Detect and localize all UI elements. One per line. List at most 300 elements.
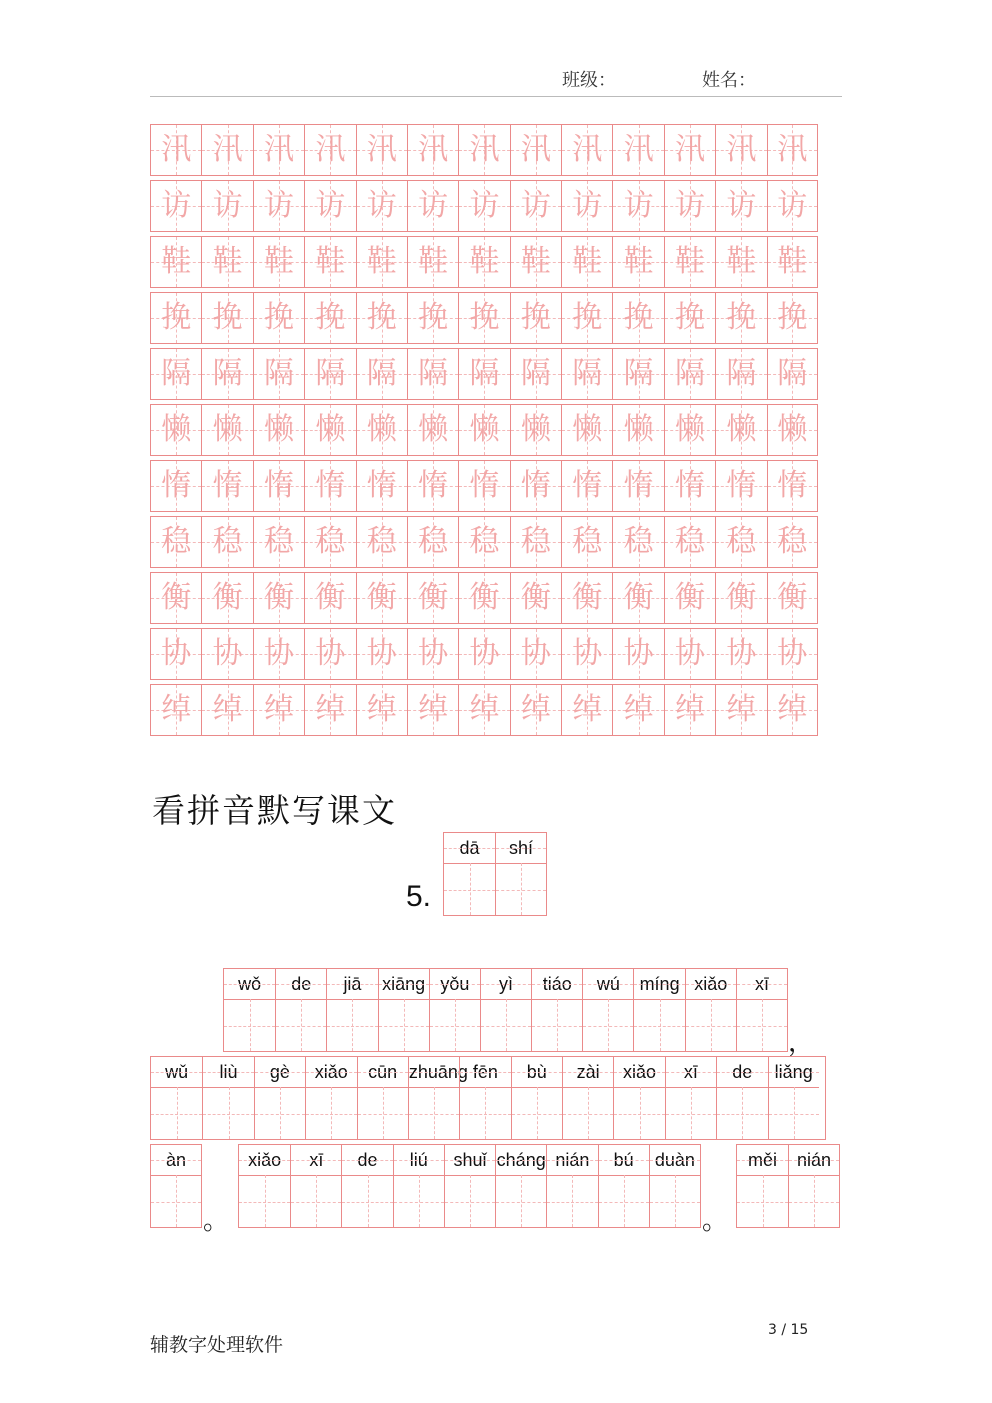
pinyin-label: tiáo (532, 969, 582, 1000)
trace-character: 绰 (777, 692, 808, 727)
practice-cell[interactable] (458, 628, 509, 680)
guide-line (291, 1160, 341, 1161)
line-3-box[interactable] (150, 1144, 202, 1228)
practice-cell[interactable] (715, 572, 766, 624)
practice-cell[interactable] (150, 292, 201, 344)
footer-software-name: 辅教字处理软件 (150, 1334, 284, 1356)
trace-character: 懒 (777, 412, 808, 447)
trace-character: 稳 (263, 524, 294, 559)
guide-line (445, 1160, 495, 1161)
practice-cell[interactable] (458, 572, 509, 624)
practice-cell[interactable] (304, 572, 355, 624)
practice-cell[interactable] (510, 348, 561, 400)
practice-cell[interactable] (407, 684, 458, 736)
trace-character: 稳 (572, 524, 603, 559)
practice-cell[interactable] (356, 180, 407, 232)
guide-line (532, 984, 582, 985)
practice-cell[interactable] (356, 516, 407, 568)
practice-cell[interactable] (561, 404, 612, 456)
practice-cell[interactable] (356, 292, 407, 344)
pinyin-label: měi (737, 1145, 788, 1176)
trace-character: 绰 (726, 692, 757, 727)
guide-line (789, 1160, 839, 1161)
practice-cell[interactable] (561, 628, 612, 680)
practice-cell[interactable] (253, 404, 304, 456)
practice-cell[interactable] (201, 124, 252, 176)
practice-cell[interactable] (561, 292, 612, 344)
guide-line (521, 863, 522, 915)
guide-line (717, 1072, 767, 1073)
practice-cell[interactable] (510, 124, 561, 176)
practice-cell[interactable] (767, 572, 818, 624)
pinyin-cell[interactable] (239, 1145, 290, 1227)
trace-character: 稳 (726, 524, 757, 559)
trace-character: 稳 (315, 524, 346, 559)
practice-cell[interactable] (767, 460, 818, 512)
guide-line (342, 1160, 392, 1161)
pinyin-cell[interactable] (736, 969, 787, 1051)
practice-cell[interactable] (253, 124, 304, 176)
guide-line (470, 863, 471, 915)
guide-line (737, 984, 787, 985)
pinyin-label: shuǐ (445, 1145, 495, 1176)
practice-cell[interactable] (612, 348, 663, 400)
trace-character: 稳 (777, 524, 808, 559)
practice-cell[interactable] (767, 180, 818, 232)
trace-character: 协 (315, 636, 346, 671)
pinyin-cell[interactable] (429, 969, 480, 1051)
practice-cell[interactable] (304, 460, 355, 512)
guide-line (280, 1087, 281, 1139)
trace-character: 访 (726, 188, 757, 223)
trace-character: 协 (726, 636, 757, 671)
practice-cell[interactable] (510, 180, 561, 232)
trace-character: 鞋 (520, 244, 551, 279)
trace-character: 绰 (366, 692, 397, 727)
practice-cell[interactable] (715, 348, 766, 400)
practice-cell[interactable] (510, 236, 561, 288)
guide-line (176, 1175, 177, 1227)
pinyin-label: dā (444, 833, 495, 864)
practice-cell[interactable] (407, 180, 458, 232)
practice-cell[interactable] (458, 460, 509, 512)
practice-cell[interactable] (150, 460, 201, 512)
guide-line (660, 999, 661, 1051)
trace-character: 衡 (520, 580, 551, 615)
guide-line (485, 1087, 486, 1139)
practice-cell[interactable] (356, 572, 407, 624)
pinyin-cell[interactable] (305, 1057, 356, 1139)
practice-cell[interactable] (304, 684, 355, 736)
pinyin-cell[interactable] (275, 969, 326, 1051)
pinyin-cell[interactable] (151, 1057, 202, 1139)
practice-cell[interactable] (356, 236, 407, 288)
guide-line (460, 1072, 510, 1073)
practice-cell[interactable] (561, 348, 612, 400)
pinyin-label: xiāng (379, 969, 429, 1000)
practice-cell[interactable] (715, 628, 766, 680)
pinyin-cell[interactable] (378, 969, 429, 1051)
practice-cell[interactable] (356, 404, 407, 456)
practice-row (150, 348, 818, 400)
practice-cell[interactable] (510, 292, 561, 344)
practice-cell[interactable] (201, 684, 252, 736)
trace-character: 衡 (572, 580, 603, 615)
guide-line (434, 1087, 435, 1139)
trace-character: 惰 (469, 468, 500, 503)
practice-cell[interactable] (715, 516, 766, 568)
pinyin-label: xī (666, 1057, 716, 1088)
practice-cell[interactable] (201, 572, 252, 624)
pinyin-label: xī (737, 969, 787, 1000)
pinyin-label: de (276, 969, 326, 1000)
pinyin-cell[interactable] (582, 969, 633, 1051)
line-1-box[interactable] (223, 968, 788, 1052)
practice-cell[interactable] (767, 404, 818, 456)
trace-character: 鞋 (212, 244, 243, 279)
trace-character: 绰 (623, 692, 654, 727)
practice-cell[interactable] (150, 236, 201, 288)
practice-cell[interactable] (458, 236, 509, 288)
pinyin-cell[interactable] (665, 1057, 716, 1139)
pinyin-cell[interactable] (444, 1145, 495, 1227)
pinyin-label: shí (496, 833, 546, 864)
practice-cell[interactable] (201, 292, 252, 344)
practice-cell[interactable] (150, 180, 201, 232)
pinyin-cell[interactable] (562, 1057, 613, 1139)
practice-cell[interactable] (510, 628, 561, 680)
practice-cell[interactable] (407, 124, 458, 176)
practice-cell[interactable] (356, 460, 407, 512)
pinyin-cell[interactable] (613, 1057, 664, 1139)
trace-character: 稳 (623, 524, 654, 559)
trace-character: 隔 (366, 356, 397, 391)
pinyin-cell[interactable] (685, 969, 736, 1051)
trace-character: 协 (777, 636, 808, 671)
guide-line (404, 999, 405, 1051)
trace-character: 访 (315, 188, 346, 223)
practice-cell[interactable] (150, 348, 201, 400)
pinyin-cell[interactable] (531, 969, 582, 1051)
practice-cell[interactable] (561, 180, 612, 232)
trace-character: 隔 (674, 356, 705, 391)
trace-character: 鞋 (674, 244, 705, 279)
trace-character: 挽 (315, 300, 346, 335)
practice-cell[interactable] (201, 404, 252, 456)
guide-line (537, 1087, 538, 1139)
pinyin-cell[interactable] (495, 1145, 546, 1227)
line-4-box[interactable] (238, 1144, 701, 1228)
pinyin-cell[interactable] (598, 1145, 649, 1227)
practice-cell[interactable] (561, 124, 612, 176)
trace-character: 挽 (726, 300, 757, 335)
guide-line (496, 1160, 546, 1161)
practice-cell[interactable] (304, 292, 355, 344)
practice-cell[interactable] (253, 236, 304, 288)
practice-cell[interactable] (715, 124, 766, 176)
trace-character: 协 (212, 636, 243, 671)
practice-cell[interactable] (612, 460, 663, 512)
practice-cell[interactable] (664, 124, 715, 176)
trace-character: 衡 (469, 580, 500, 615)
practice-cell[interactable] (612, 516, 663, 568)
practice-cell[interactable] (767, 348, 818, 400)
practice-cell[interactable] (458, 180, 509, 232)
practice-cell[interactable] (561, 236, 612, 288)
practice-cell[interactable] (150, 628, 201, 680)
guide-line (506, 999, 507, 1051)
practice-cell[interactable] (304, 180, 355, 232)
pinyin-cell[interactable] (768, 1057, 819, 1139)
pinyin-cell[interactable] (254, 1057, 305, 1139)
pinyin-label: de (342, 1145, 392, 1176)
pinyin-cell[interactable] (737, 1145, 788, 1227)
practice-cell[interactable] (304, 348, 355, 400)
practice-cell[interactable] (612, 292, 663, 344)
practice-cell[interactable] (664, 404, 715, 456)
practice-cell[interactable] (407, 292, 458, 344)
line-4-punct: 。 (702, 1206, 729, 1236)
practice-cell[interactable] (767, 628, 818, 680)
practice-cell[interactable] (612, 124, 663, 176)
trace-character: 懒 (469, 412, 500, 447)
practice-cell[interactable] (253, 180, 304, 232)
guide-line (352, 999, 353, 1051)
pinyin-cell[interactable] (326, 969, 377, 1051)
pinyin-cell[interactable] (224, 969, 275, 1051)
practice-cell[interactable] (253, 292, 304, 344)
trace-character: 隔 (418, 356, 449, 391)
guide-line (481, 984, 531, 985)
practice-cell[interactable] (150, 404, 201, 456)
pinyin-cell[interactable] (511, 1057, 562, 1139)
practice-cell[interactable] (458, 124, 509, 176)
pinyin-label: bú (599, 1145, 649, 1176)
trace-character: 挽 (418, 300, 449, 335)
practice-cell[interactable] (407, 404, 458, 456)
practice-cell[interactable] (201, 516, 252, 568)
pinyin-cell[interactable] (151, 1145, 201, 1227)
practice-cell[interactable] (561, 460, 612, 512)
practice-cell[interactable] (612, 180, 663, 232)
practice-cell[interactable] (407, 572, 458, 624)
practice-cell[interactable] (458, 404, 509, 456)
practice-cell[interactable] (407, 516, 458, 568)
trace-character: 懒 (366, 412, 397, 447)
trace-character: 惰 (315, 468, 346, 503)
practice-cell[interactable] (767, 236, 818, 288)
trace-character: 汛 (161, 132, 192, 167)
trace-character: 隔 (572, 356, 603, 391)
practice-cell[interactable] (356, 684, 407, 736)
guide-line (203, 1072, 253, 1073)
practice-cell[interactable] (253, 684, 304, 736)
practice-cell[interactable] (407, 460, 458, 512)
guide-line (512, 1072, 562, 1073)
guide-line (521, 1175, 522, 1227)
practice-cell[interactable] (510, 572, 561, 624)
practice-cell[interactable] (664, 460, 715, 512)
practice-cell[interactable] (201, 236, 252, 288)
practice-cell[interactable] (561, 572, 612, 624)
practice-cell[interactable] (304, 236, 355, 288)
pinyin-cell[interactable] (393, 1145, 444, 1227)
practice-cell[interactable] (767, 292, 818, 344)
practice-cell[interactable] (458, 292, 509, 344)
trace-character: 鞋 (469, 244, 500, 279)
practice-cell[interactable] (715, 180, 766, 232)
pinyin-cell[interactable] (408, 1057, 468, 1139)
pinyin-cell[interactable] (788, 1145, 839, 1227)
practice-cell[interactable] (201, 180, 252, 232)
pinyin-label: xiǎo (306, 1057, 356, 1088)
line-5-box[interactable] (736, 1144, 840, 1228)
practice-cell[interactable] (304, 516, 355, 568)
guide-line (379, 984, 429, 985)
practice-cell[interactable] (150, 572, 201, 624)
trace-character: 汛 (623, 132, 654, 167)
practice-cell[interactable] (715, 292, 766, 344)
practice-cell[interactable] (510, 516, 561, 568)
practice-cell[interactable] (561, 516, 612, 568)
practice-cell[interactable] (407, 628, 458, 680)
practice-cell[interactable] (767, 124, 818, 176)
trace-character: 隔 (726, 356, 757, 391)
pinyin-label: àn (151, 1145, 201, 1176)
trace-character: 惰 (418, 468, 449, 503)
trace-character: 挽 (161, 300, 192, 335)
practice-cell[interactable] (664, 236, 715, 288)
practice-cell[interactable] (304, 124, 355, 176)
practice-cell[interactable] (715, 236, 766, 288)
practice-cell[interactable] (715, 684, 766, 736)
trace-character: 访 (623, 188, 654, 223)
practice-cell[interactable] (510, 460, 561, 512)
practice-cell[interactable] (253, 516, 304, 568)
pinyin-cell[interactable] (649, 1145, 700, 1227)
guide-line (588, 1087, 589, 1139)
practice-cell[interactable] (150, 124, 201, 176)
practice-cell[interactable] (356, 124, 407, 176)
pinyin-cell[interactable] (341, 1145, 392, 1227)
practice-cell[interactable] (612, 628, 663, 680)
guide-line (737, 1160, 788, 1161)
line-2-box[interactable] (150, 1056, 826, 1140)
trace-character: 挽 (572, 300, 603, 335)
practice-cell[interactable] (304, 404, 355, 456)
pinyin-cell[interactable] (546, 1145, 597, 1227)
trace-character: 挽 (520, 300, 551, 335)
practice-cell[interactable] (612, 404, 663, 456)
guide-line (563, 1072, 613, 1073)
practice-cell[interactable] (767, 516, 818, 568)
pinyin-cell[interactable] (459, 1057, 510, 1139)
pinyin-label: nián (547, 1145, 597, 1176)
practice-cell[interactable] (201, 348, 252, 400)
trace-character: 懒 (161, 412, 192, 447)
guide-line (650, 1160, 700, 1161)
pinyin-label: nián (789, 1145, 839, 1176)
practice-cell[interactable] (201, 460, 252, 512)
pinyin-label: wǔ (151, 1057, 202, 1088)
trace-character: 绰 (418, 692, 449, 727)
trace-character: 汛 (263, 132, 294, 167)
pinyin-cell[interactable] (357, 1057, 408, 1139)
practice-cell[interactable] (664, 516, 715, 568)
practice-cell[interactable] (253, 628, 304, 680)
lesson-title-box[interactable] (443, 832, 547, 916)
practice-cell[interactable] (715, 460, 766, 512)
practice-cell[interactable] (201, 628, 252, 680)
practice-cell[interactable] (510, 684, 561, 736)
guide-line (255, 1072, 305, 1073)
practice-cell[interactable] (253, 348, 304, 400)
practice-cell[interactable] (150, 516, 201, 568)
trace-character: 汛 (418, 132, 449, 167)
trace-character: 惰 (212, 468, 243, 503)
pinyin-cell[interactable] (633, 969, 684, 1051)
practice-cell[interactable] (664, 348, 715, 400)
practice-cell[interactable] (664, 684, 715, 736)
practice-cell[interactable] (458, 684, 509, 736)
practice-cell[interactable] (664, 292, 715, 344)
pinyin-cell[interactable] (444, 833, 495, 915)
practice-cell[interactable] (458, 348, 509, 400)
guide-line (814, 1175, 815, 1227)
practice-cell[interactable] (458, 516, 509, 568)
trace-character: 衡 (623, 580, 654, 615)
practice-cell[interactable] (253, 572, 304, 624)
guide-line (763, 1175, 764, 1227)
guide-line (470, 1175, 471, 1227)
trace-character: 挽 (777, 300, 808, 335)
practice-cell[interactable] (510, 404, 561, 456)
practice-cell[interactable] (356, 628, 407, 680)
trace-character: 绰 (572, 692, 603, 727)
practice-cell[interactable] (612, 684, 663, 736)
practice-cell[interactable] (407, 348, 458, 400)
practice-cell[interactable] (767, 684, 818, 736)
trace-character: 懒 (726, 412, 757, 447)
pinyin-label: liú (394, 1145, 444, 1176)
trace-character: 访 (366, 188, 397, 223)
guide-line (224, 984, 275, 985)
pinyin-cell[interactable] (495, 833, 546, 915)
guide-line (265, 1175, 266, 1227)
practice-cell[interactable] (304, 628, 355, 680)
practice-cell[interactable] (664, 572, 715, 624)
pinyin-cell[interactable] (716, 1057, 767, 1139)
pinyin-cell[interactable] (290, 1145, 341, 1227)
practice-cell[interactable] (407, 236, 458, 288)
trace-character: 挽 (469, 300, 500, 335)
practice-row (150, 628, 818, 680)
practice-cell[interactable] (715, 404, 766, 456)
trace-character: 访 (263, 188, 294, 223)
practice-cell[interactable] (664, 180, 715, 232)
guide-line (444, 848, 495, 849)
practice-cell[interactable] (664, 628, 715, 680)
practice-cell[interactable] (356, 348, 407, 400)
practice-cell[interactable] (612, 572, 663, 624)
practice-cell[interactable] (253, 460, 304, 512)
practice-cell[interactable] (561, 684, 612, 736)
practice-cell[interactable] (150, 684, 201, 736)
pinyin-cell[interactable] (202, 1057, 253, 1139)
guide-line (583, 984, 633, 985)
pinyin-cell[interactable] (480, 969, 531, 1051)
practice-cell[interactable] (612, 236, 663, 288)
